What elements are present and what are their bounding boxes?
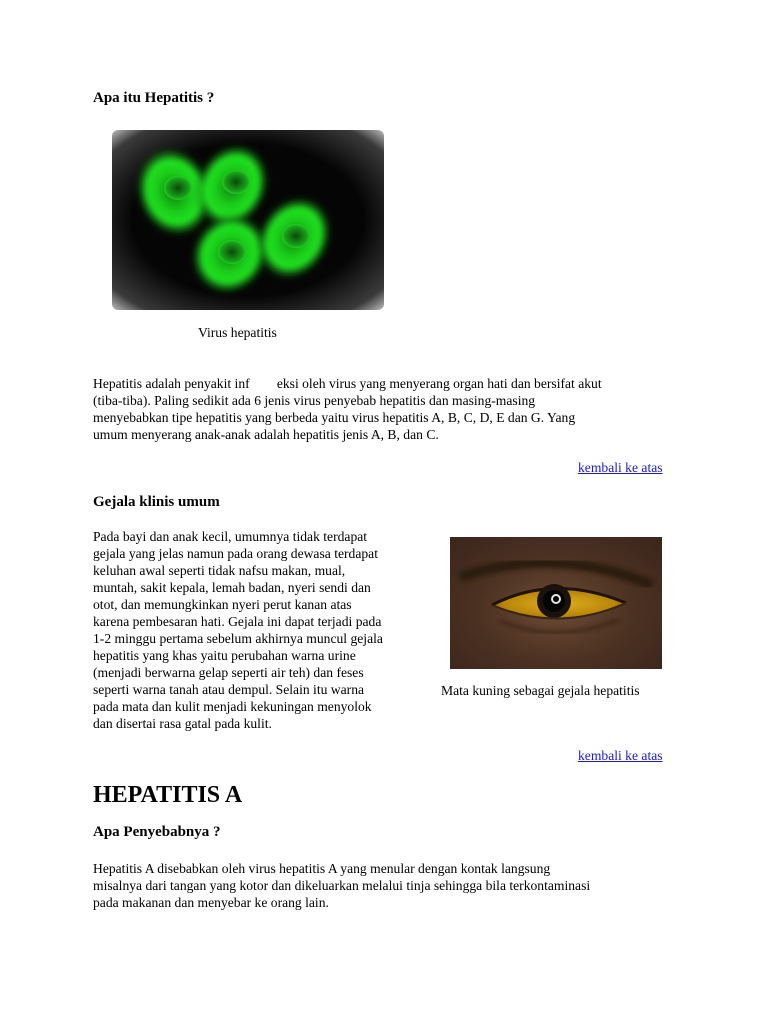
paragraph-line: dan disertai rasa gatal pada kulit.: [93, 716, 272, 731]
paragraph-line: otot, dan memungkinkan nyeri perut kanan atas: [93, 597, 352, 612]
paragraph-line: menyebabkan tipe hepatitis yang berbeda yaitu virus hepatitis A, B, C, D, E dan G. Yang: [93, 410, 576, 425]
paragraph-line: keluhan awal seperti tidak nafsu makan, mual,: [93, 563, 346, 578]
virus-hepatitis-image: [112, 130, 384, 310]
paragraph-line: (menjadi berwarna gelap seperti air teh) dan feses: [93, 665, 364, 680]
hepatitis-definition-paragraph: [93, 375, 693, 443]
back-to-top-link[interactable]: kembali ke atas: [578, 460, 663, 475]
paragraph-line: pada mata dan kulit menjadi kekuningan menyolok: [93, 699, 372, 714]
heading-gejala-klinis-umum: Gejala klinis umum: [93, 494, 220, 510]
paragraph-line: Hepatitis adalah penyakit inf eksi oleh virus yang menyerang organ hati dan bersifat akut: [93, 376, 602, 391]
paragraph-line: seperti warna tanah atau dempul. Selain itu warna: [93, 682, 365, 697]
yellow-eye-image: [450, 537, 662, 669]
paragraph-line: 1-2 minggu pertama sebelum akhirnya muncul gejala: [93, 631, 383, 646]
heading-apa-penyebabnya: Apa Penyebabnya ?: [93, 824, 221, 840]
paragraph-line: hepatitis yang khas yaitu perubahan warna urine: [93, 648, 356, 663]
paragraph-line: karena pembesaran hati. Gejala ini dapat terjadi pada: [93, 614, 382, 629]
paragraph-line: muntah, sakit kepala, lemah badan, nyeri sendi dan: [93, 580, 371, 595]
paragraph-line: Pada bayi dan anak kecil, umumnya tidak terdapat: [93, 529, 368, 544]
paragraph-line: umum menyerang anak-anak adalah hepatitis jenis A, B, dan C.: [93, 427, 439, 442]
title-hepatitis-a: HEPATITIS A: [93, 782, 243, 808]
back-to-top-link[interactable]: kembali ke atas: [578, 748, 663, 763]
paragraph-line: (tiba-tiba). Paling sedikit ada 6 jenis virus penyebab hepatitis dan masing-masing: [93, 393, 536, 408]
heading-apa-itu-hepatitis: Apa itu Hepatitis ?: [93, 90, 215, 106]
paragraph-line: pada makanan dan menyebar ke orang lain.: [93, 895, 329, 910]
paragraph-line: gejala yang jelas namun pada orang dewasa terdapat: [93, 546, 378, 561]
paragraph-line: Hepatitis A disebabkan oleh virus hepatitis A yang menular dengan kontak langsung: [93, 861, 551, 876]
symptoms-paragraph: [93, 528, 433, 732]
cause-paragraph: [93, 860, 713, 911]
paragraph-line: misalnya dari tangan yang kotor dan dikeluarkan melalui tinja sehingga bila terkontaminasi: [93, 878, 591, 893]
virus-image-caption: Virus hepatitis: [198, 325, 277, 340]
eye-image-caption: Mata kuning sebagai gejala hepatitis: [441, 683, 640, 698]
